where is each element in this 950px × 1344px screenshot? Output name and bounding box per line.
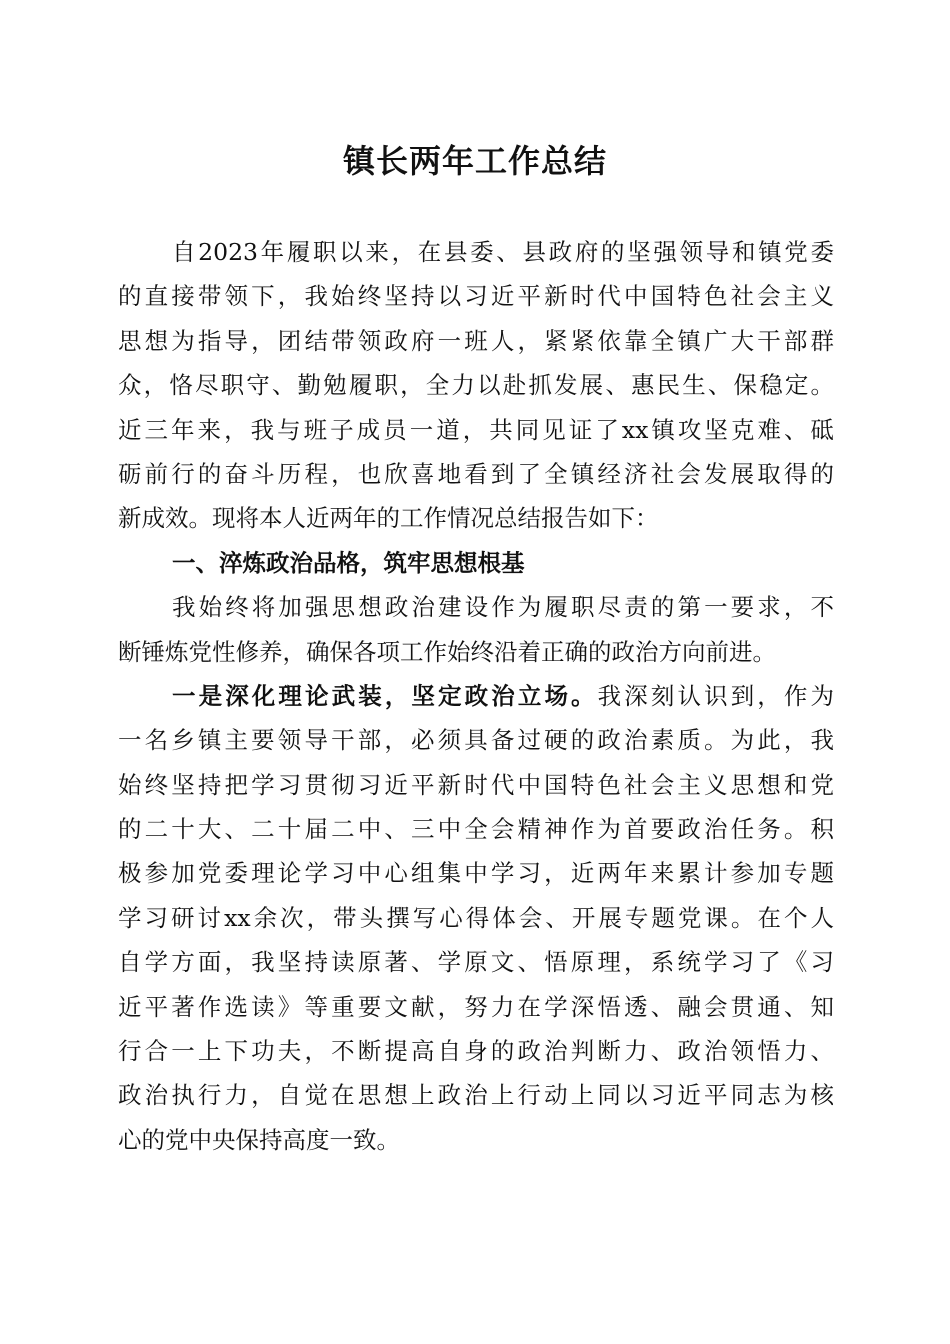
text-line: 我始终将加强思想政治建设作为履职尽责的第一要求，不 bbox=[172, 593, 834, 622]
text-line: 极参加党委理论学习中心组集中学习，近两年来累计参加专题 bbox=[118, 859, 834, 888]
text-line: 一、淬炼政治品格，筑牢思想根基 bbox=[172, 548, 525, 577]
document-body bbox=[118, 230, 834, 1162]
text-line: 的二十大、二十届二中、三中全会精神作为首要政治任务。积 bbox=[118, 815, 834, 844]
section-heading bbox=[118, 541, 834, 585]
text-line bbox=[118, 674, 834, 718]
text-line: 学习研讨xx余次，带头撰写心得体会、开展专题党课。在个人 bbox=[118, 903, 834, 932]
text-line: 近三年来，我与班子成员一道，共同见证了xx镇攻坚克难、砥 bbox=[118, 415, 834, 444]
text-line: 断锤炼党性修养，确保各项工作始终沿着正确的政治方向前进。 bbox=[118, 637, 776, 666]
text-line: 众，恪尽职守、勤勉履职，全力以赴抓发展、惠民生、保稳定。 bbox=[118, 371, 834, 400]
text-line: 自学方面，我坚持读原著、学原文、悟原理，系统学习了《习 bbox=[118, 948, 834, 977]
text-line: 砺前行的奋斗历程，也欣喜地看到了全镇经济社会发展取得的 bbox=[118, 459, 834, 488]
document-title: 镇长两年工作总结 bbox=[342, 142, 607, 180]
text-line: 近平著作选读》等重要文献，努力在学深悟透、融会贯通、知 bbox=[118, 992, 834, 1021]
paragraph bbox=[118, 674, 834, 1162]
line-text: 我深刻认识到，作为 bbox=[597, 681, 835, 710]
text-line: 心的党中央保持高度一致。 bbox=[118, 1125, 400, 1154]
lead-phrase: 一是深化理论武装，坚定政治立场。 bbox=[172, 681, 598, 710]
paragraph bbox=[118, 230, 834, 541]
text-line: 政治执行力，自觉在思想上政治上行动上同以习近平同志为核 bbox=[118, 1081, 834, 1110]
text-line: 的直接带领下，我始终坚持以习近平新时代中国特色社会主义 bbox=[118, 282, 834, 311]
paragraph bbox=[118, 585, 834, 674]
text-line: 行合一上下功夫，不断提高自身的政治判断力、政治领悟力、 bbox=[118, 1037, 834, 1066]
text-line: 思想为指导，团结带领政府一班人，紧紧依靠全镇广大干部群 bbox=[118, 326, 834, 355]
text-line: 一名乡镇主要领导干部，必须具备过硬的政治素质。为此，我 bbox=[118, 726, 834, 755]
text-line: 新成效。现将本人近两年的工作情况总结报告如下： bbox=[118, 504, 659, 533]
text-line: 自2023年履职以来，在县委、县政府的坚强领导和镇党委 bbox=[172, 238, 834, 266]
text-line: 始终坚持把学习贯彻习近平新时代中国特色社会主义思想和党 bbox=[118, 770, 834, 799]
